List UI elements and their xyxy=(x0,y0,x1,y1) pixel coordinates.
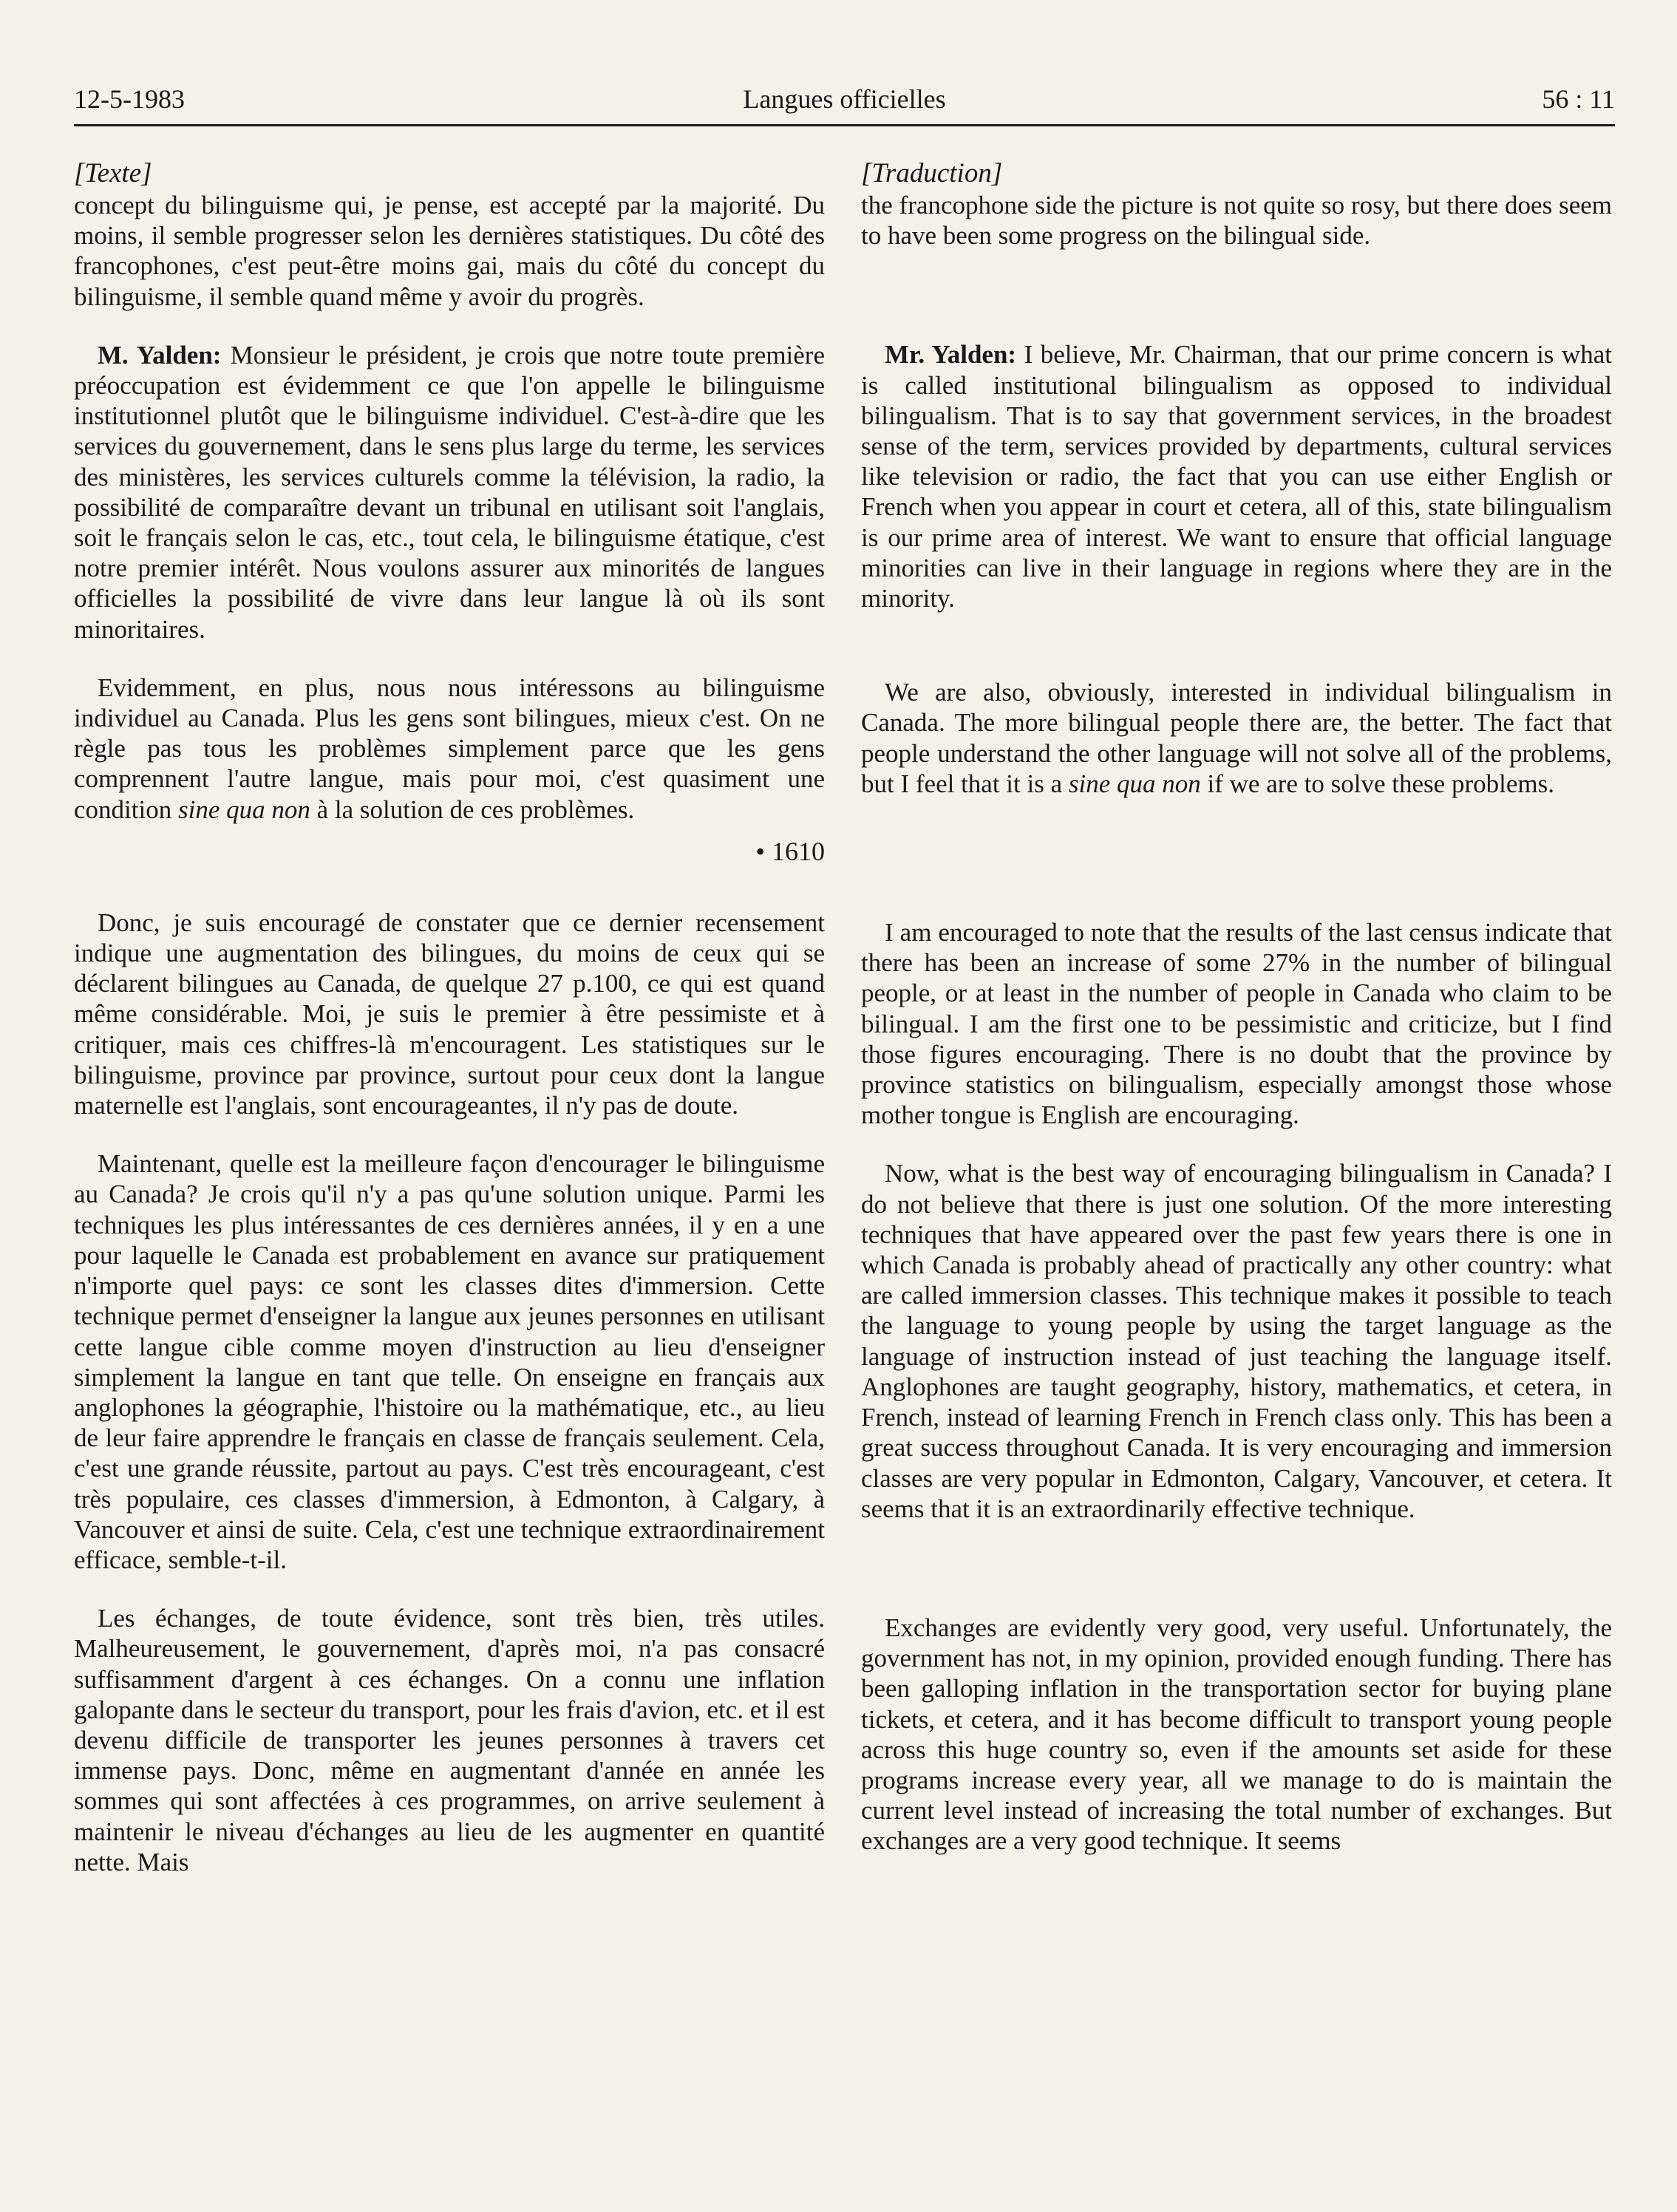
paragraph xyxy=(74,340,825,644)
paragraph: Maintenant, quelle est la meilleure façon d'encourager le bilinguisme au Canada? Je crois qu'il n'y a pas qu'une solution unique. Parmi les techniques les plus intéressantes de ces dernières années, il y en a une pour laquelle le Canada est probablement en avance sur pratiquement n'importe quel pays: ce sont les classes dites d'immersion. Cette technique permet d'enseigner la langue aux jeunes personnes en utilisant cette langue cible comme moyen d'instruction au lieu d'enseigner simplement la langue en tant que telle. On enseigne en français aux anglophones la géographie, l'histoire ou la mathématique, etc., au lieu de leur faire apprendre le français en classe de français seulement. Cela, c'est une grande réussite, partout au pays. C'est très encourageant, c'est très populaire, ces classes d'immersion, à Edmonton, à Calgary, à Vancouver et ainsi de suite. Cela, c'est une technique extraordinairement efficace, semble-t-il. xyxy=(74,1149,825,1574)
header-page-number: 56 : 11 xyxy=(1542,84,1615,114)
text-run: if we are to solve these problems. xyxy=(1200,769,1554,798)
italic-text: sine qua non xyxy=(1068,769,1201,798)
header-title: Langues officielles xyxy=(743,84,946,114)
paragraph: Exchanges are evidently very good, very useful. Unfortunately, the government has not, in my opinion, provided enough funding. There has been galloping inflation in the transportation sector for buying plane tickets, et cetera, and it has become difficult to transport young people across this huge country so, even if the amounts set aside for these programs increase every year, all we manage to do is maintain the current level instead of increasing the total number of exchanges. But exchanges are a very good technique. It seems xyxy=(861,1613,1612,1856)
paragraph: I am encouraged to note that the results of the last census indicate that there has been an increase of some 27% in the number of bilingual people, or at least in the number of people in Canada who claim to be bilingual. I am the first one to be pessimistic and criticize, but I find those figures encouraging. There is no doubt that the province by province statistics on bilingualism, especially amongst those whose mother tongue is English are encouraging. xyxy=(861,918,1612,1130)
header-date: 12-5-1983 xyxy=(74,84,185,114)
italic-text: sine qua non xyxy=(177,794,310,824)
paragraph xyxy=(861,339,1612,613)
column-label: [Texte] xyxy=(74,158,152,188)
paragraph xyxy=(74,673,825,825)
paragraph: the francophone side the picture is not quite so rosy, but there does seem to have been some progress on the bilingual side. xyxy=(861,191,1612,251)
paragraph: Donc, je suis encouragé de constater que ce dernier recensement indique une augmentation des bilingues, du moins de ceux qui se déclarent bilingues au Canada, de quelque 27 p.100, ce qui est quand même considérable. Moi, je suis le premier à être pessimiste et à critiquer, mais ces chiffres-là m'encouragent. Les statistiques sur le bilinguisme, province par province, surtout pour ceux dont la langue maternelle est l'anglais, sont encourageantes, il n'y pas de doute. xyxy=(74,908,825,1120)
speaker-name: Mr. Yalden: xyxy=(885,340,1017,370)
column-label: [Traduction] xyxy=(861,158,1003,188)
page-header xyxy=(74,83,1615,126)
text-run: Evidemment, en plus, nous nous intéressons au bilinguisme individuel au Canada. Plus les gens sont bilingues, mieux c'est. On ne règle pas tous les problèmes simplement parce que les gens comprennent l'autre langue, mais pour moi, c'est quasiment une condition xyxy=(74,673,825,824)
french-column xyxy=(74,157,825,1877)
english-column xyxy=(861,157,1612,1857)
speech-text: Monsieur le président, je crois que notre toute première préoccupation est évidemment ce que l'on appelle le bilinguisme institutionnel plutôt que le bilinguisme individuel. C'est-à-dire que les services du gouvernement, dans le sens plus large du terme, les services des ministères, les services culturels comme la télévision, la radio, la possibilité de comparaître devant un tribunal en utilisant soit l'anglais, soit le français selon le cas, etc., tout cela, le bilinguisme étatique, c'est notre premier intérêt. Nous voulons assurer aux minorités de langues officielles la possibilité de vivre dans leur langue là où ils sont minoritaires. xyxy=(74,340,825,644)
paragraph: concept du bilinguisme qui, je pense, est accepté par la majorité. Du moins, il semble progresser selon les dernières statistiques. Du côté des francophones, c'est peut-être moins gai, mais du côté du concept du bilinguisme, il semble quand même y avoir du progrès. xyxy=(74,191,825,311)
text-run: à la solution de ces problèmes. xyxy=(310,794,635,824)
time-marker: • 1610 xyxy=(755,836,825,866)
paragraph: Now, what is the best way of encouraging bilingualism in Canada? I do not believe that there is just one solution. Of the more interesting techniques that have appeared over the past few years there is one in which Canada is probably ahead of practically any other country: what are called immersion classes. This technique makes it possible to teach the language to young people by using the target language as the language of instruction instead of just teaching the language itself. Anglophones are taught geography, history, mathematics, et cetera, in French, instead of learning French in French class only. This has been a great success throughout Canada. It is very encouraging and immersion classes are very popular in Edmonton, Calgary, Vancouver, et cetera. It seems that it is an extraordinarily effective technique. xyxy=(861,1159,1612,1523)
speaker-name: M. Yalden: xyxy=(98,340,222,370)
text-run: We are also, obviously, interested in individual bilingualism in Canada. The more bilingual people there are, the better. The fact that people understand the other language will not solve all of the problems, but I feel that it is a xyxy=(861,678,1612,798)
speech-text: I believe, Mr. Chairman, that our prime concern is what is called institutional bilingualism as opposed to individual bilingualism. That is to say that government services, in the broadest sense of the term, services provided by departments, cultural services like television or radio, the fact that you can use either English or French when you appear in court et cetera, all of this, state bilingualism is our prime area of interest. We want to ensure that official language minorities can live in their language in regions where they are in the minority. xyxy=(861,340,1612,613)
paragraph: Les échanges, de toute évidence, sont très bien, très utiles. Malheureusement, le gouvernement, d'après moi, n'a pas consacré suffisamment d'argent à ces échanges. On a connu une inflation galopante dans le secteur du transport, pour les frais d'avion, etc. et il est devenu difficile de transporter les jeunes personnes à travers cet immense pays. Donc, même en augmentant d'année en année les sommes qui sont affectées à ces programmes, on arrive seulement à maintenir le niveau d'échanges au lieu de les augmenter en quantité nette. Mais xyxy=(74,1604,825,1876)
paragraph xyxy=(861,677,1612,799)
